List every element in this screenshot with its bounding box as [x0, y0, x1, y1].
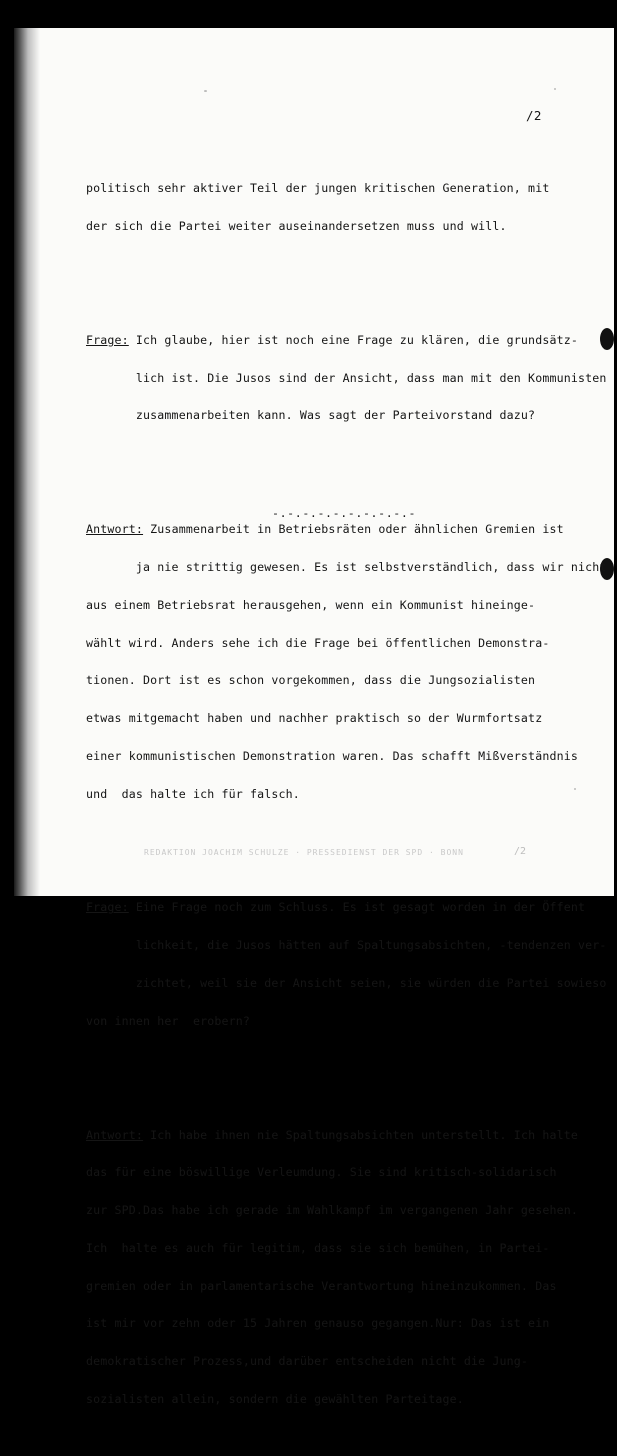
page-number: /2: [526, 108, 542, 123]
text-line: wählt wird. Anders sehe ich die Frage bei öffentlichen Demonstra-: [86, 635, 550, 650]
text-line: etwas mitgemacht haben und nachher praktisch so der Wurmfortsatz: [86, 711, 543, 726]
text-line: lich ist. Die Jusos sind der Ansicht, dass man mit den Kommunisten: [86, 370, 607, 385]
question-1: [86, 309, 616, 448]
text-line: und das halte ich für falsch.: [86, 786, 300, 801]
scan-edge-shadow: [14, 28, 40, 896]
scan-speck: [554, 88, 556, 90]
text-line: das für eine böswillige Verleumdung. Sie sind kritisch-solidarisch: [86, 1165, 557, 1180]
question-label: Frage:: [86, 900, 129, 915]
text-line: lichkeit, die Jusos hätten auf Spaltungsabsichten, -tendenzen ver-: [86, 938, 607, 953]
intro-paragraph: [86, 157, 616, 258]
text-line: ist mir vor zehn oder 15 Jahren genauso gegangen.Nur: Das ist ein: [86, 1316, 550, 1331]
text-line: Ich halte es auch für legitim, dass sie sich bemühen, in Partei-: [86, 1240, 550, 1255]
text-line: [86, 901, 616, 914]
end-separator: -.-.-.-.-.-.-.-.-.-: [272, 506, 417, 520]
answer-1: [86, 498, 616, 825]
scan-speck: [204, 90, 207, 92]
text-line: gremien oder in parlamentarische Verantwortung hineinzukommen. Das: [86, 1278, 557, 1293]
text-span: Eine Frage noch zum Schluss. Es ist gesagt worden in der Öffent: [128, 900, 586, 915]
text-line: der sich die Partei weiter auseinandersetzen muss und will.: [86, 219, 507, 234]
text-line: politisch sehr aktiver Teil der jungen kritischen Generation, mit: [86, 181, 550, 196]
text-line: [86, 523, 616, 536]
text-line: zichtet, weil sie der Ansicht seien, sie würden die Partei sowieso: [86, 976, 607, 990]
footer-stamp: REDAKTION JOACHIM SCHULZE · PRESSEDIENST DER SPD · BONN: [144, 848, 464, 857]
text-line: zusammenarbeiten kann. Was sagt der Parteivorstand dazu?: [86, 408, 536, 423]
text-span: Ich glaube, hier ist noch eine Frage zu klären, die grundsätz-: [128, 332, 578, 347]
answer-2: [86, 1103, 616, 1430]
footer-page-number: /2: [514, 846, 527, 857]
text-span: Ich habe ihnen nie Spaltungsabsichten unterstellt. Ich halte: [143, 1127, 578, 1142]
text-line: ja nie strittig gewesen. Es ist selbstverständlich, dass wir nicht: [86, 560, 607, 574]
question-2: [86, 876, 616, 1052]
document-body: [86, 132, 616, 1456]
text-line: aus einem Betriebsrat herausgehen, wenn ein Kommunist hineinge-: [86, 597, 536, 612]
text-line: zur SPD.Das habe ich gerade im Wahlkampf im vergangenen Jahr gesehen.: [86, 1203, 578, 1218]
document-page: [14, 28, 614, 1406]
text-line: [86, 1129, 616, 1142]
text-line: demokratischer Prozess,und darüber entscheiden nicht die Jung-: [86, 1354, 529, 1369]
question-label: Frage:: [86, 332, 129, 347]
text-line: von innen her erobern?: [86, 1013, 250, 1028]
text-line: [86, 334, 616, 347]
text-line: sozialisten allein, sondern die gewählten Parteitage.: [86, 1392, 464, 1406]
answer-label: Antwort:: [86, 1127, 144, 1142]
text-line: tionen. Dort ist es schon vorgekommen, dass die Jungsozialisten: [86, 673, 536, 688]
text-line: einer kommunistischen Demonstration waren. Das schafft Mißverständnis: [86, 748, 578, 763]
text-span: Zusammenarbeit in Betriebsräten oder ähnlichen Gremien ist: [143, 522, 564, 537]
answer-label: Antwort:: [86, 522, 144, 537]
